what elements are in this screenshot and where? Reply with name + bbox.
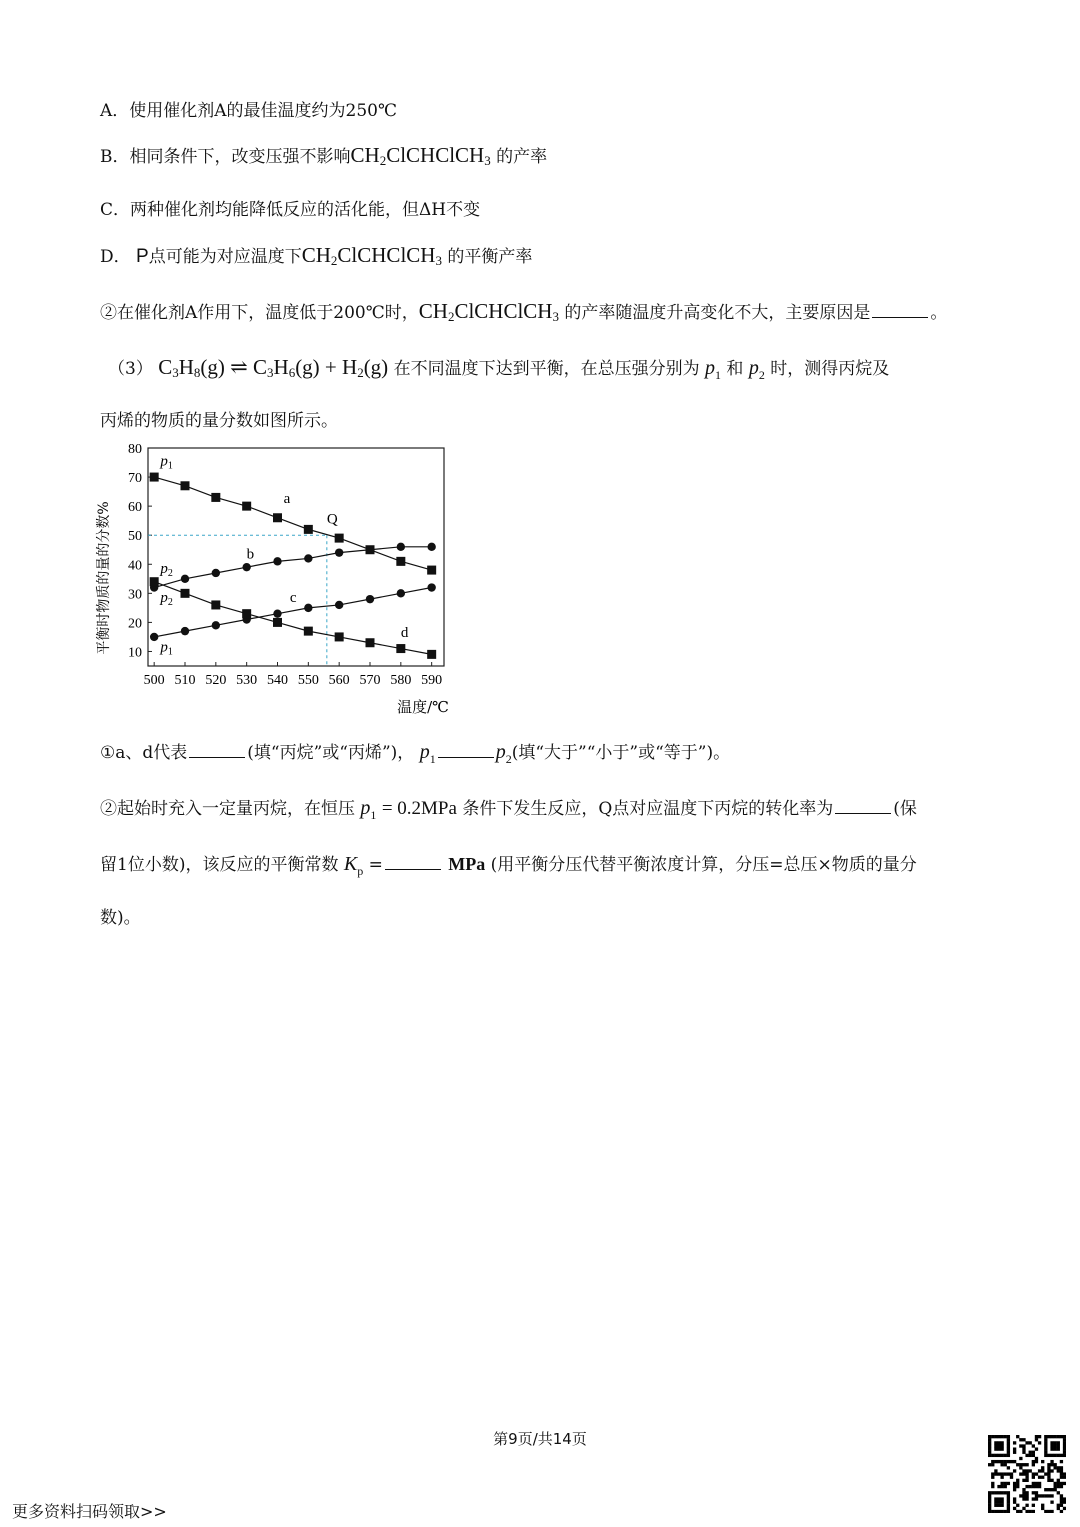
y-tick-label: 60 (128, 500, 142, 516)
chart-annotation: $p_2$ (160, 590, 173, 609)
y-tick-label: 80 (128, 442, 142, 457)
point-a (335, 534, 344, 543)
sub-question-2 (100, 794, 917, 823)
p1-symbol: $p_1$ (705, 357, 721, 382)
q3-mid1: 在不同温度下达到平衡，在总压强分别为 (393, 359, 700, 379)
point-a (396, 557, 405, 566)
sub2-pre: ②起始时充入一定量丙烷，在恒压 (100, 799, 355, 819)
point-d (396, 644, 405, 653)
question-3-line2 (100, 406, 338, 431)
y-tick-label: 70 (128, 471, 142, 487)
point-c (397, 589, 405, 597)
point-c (212, 621, 220, 629)
option-a (100, 96, 397, 121)
option-c-text: C．两种催化剂均能降低反应的活化能，但ΔH不变 (100, 200, 481, 220)
qr-code-icon[interactable] (988, 1435, 1066, 1513)
point-d (366, 638, 375, 647)
page-number: 第9页/共14页 (493, 1430, 587, 1448)
point-d (304, 627, 313, 636)
point-d (427, 650, 436, 659)
chart-annotation: $p_1$ (160, 453, 173, 472)
y-tick-label: 10 (128, 645, 142, 661)
point-d (242, 609, 251, 618)
blank-kp[interactable] (385, 855, 441, 870)
point-a (242, 502, 251, 511)
reaction-equation: $C_3H_8(g)$ ⇌ $C_3H_6(g) + H_2(g)$ (158, 355, 389, 380)
option-c (100, 195, 480, 220)
point-b (304, 554, 312, 562)
point-c (427, 583, 435, 591)
more-resources-link[interactable]: 更多资料扫码领取>> (12, 1502, 167, 1521)
sub-question-2-line2 (100, 850, 917, 879)
q3-num: （3） (108, 359, 153, 379)
option-b-post: 的产率 (496, 147, 548, 167)
option-b-pre: B．相同条件下，改变压强不影响 (100, 147, 351, 167)
point-c (181, 627, 189, 635)
mole-fraction-chart (90, 438, 470, 718)
option-d-post: 的平衡产率 (447, 247, 533, 267)
formula-q2: $CH_2ClCHClCH_3$ (418, 299, 559, 324)
point-d (273, 618, 282, 627)
y-tick-label: 30 (128, 587, 142, 603)
point-c (273, 609, 281, 617)
point-b (273, 557, 281, 565)
option-b (100, 142, 547, 169)
x-tick-label: 580 (390, 673, 412, 688)
point-b (427, 543, 435, 551)
p2-symbol: $p_2$ (748, 357, 765, 382)
option-a-text: A．使用催化剂A的最佳温度约为250℃ (100, 101, 398, 121)
x-tick-label: 520 (205, 673, 227, 688)
option-d-mid: 点可能为对应温度下 (148, 247, 302, 267)
point-a (150, 473, 159, 482)
x-tick-label: 560 (328, 673, 350, 688)
option-d (100, 242, 532, 269)
p1-symbol-2: $p_1$ (419, 741, 436, 766)
x-tick-label: 530 (236, 673, 258, 688)
kp-eq: = (368, 855, 383, 875)
sub1-mid: (填“丙烷”或“丙烯”)， (247, 743, 415, 763)
sub2-line2pre: 留1位小数)，该反应的平衡常数 (100, 855, 339, 875)
option-d-p: P (136, 246, 149, 267)
x-tick-label: 510 (174, 673, 196, 688)
point-b (397, 543, 405, 551)
option-d-pre: D． (100, 247, 131, 267)
point-c (366, 595, 374, 603)
point-a (181, 481, 190, 490)
x-tick-label: 500 (143, 673, 165, 688)
sub2-line2post: (用平衡分压代替平衡浓度计算，分压=总压×物质的量分 (490, 855, 917, 875)
point-d (181, 589, 190, 598)
point-d (211, 600, 220, 609)
sub-question-1 (100, 738, 730, 767)
y-tick-label: 40 (128, 558, 142, 574)
x-tick-label: 550 (297, 673, 319, 688)
sub2-line3: 数)。 (100, 908, 141, 928)
blank-conversion[interactable] (835, 799, 891, 814)
point-a (211, 493, 220, 502)
q3-mid2: 时，测得丙烷及 (770, 359, 890, 379)
question-3 (108, 354, 889, 383)
answer-blank[interactable] (872, 303, 928, 318)
chart-annotation: Q (326, 511, 338, 528)
chart-annotation: a (283, 491, 291, 508)
chart-annotation: b (246, 546, 255, 563)
point-a (304, 525, 313, 534)
p2-symbol-2: $p_2$ (495, 741, 512, 766)
point-b (366, 546, 374, 554)
chart-xlabel: 温度/℃ (397, 698, 449, 716)
q3-line2: 丙烯的物质的量分数如图所示。 (100, 411, 338, 431)
q2-end: 。 (930, 303, 948, 323)
chart-annotation: d (400, 624, 409, 641)
sub2-mid: 条件下发生反应，Q点对应温度下丙烷的转化率为 (462, 799, 834, 819)
point-b (212, 569, 220, 577)
x-tick-label: 590 (421, 673, 443, 688)
blank-p[interactable] (438, 743, 494, 758)
y-tick-label: 20 (128, 616, 142, 632)
chart-annotation: c (289, 590, 297, 607)
sub2-end: (保 (893, 799, 917, 819)
x-tick-label: 540 (267, 673, 288, 688)
kp-symbol: $K_p$ (343, 853, 364, 878)
question-2 (100, 298, 947, 325)
kp-unit: MPa (448, 854, 486, 874)
point-b (335, 548, 343, 556)
y-tick-label: 50 (128, 529, 142, 545)
point-a (273, 513, 282, 522)
blank-ad[interactable] (189, 743, 245, 758)
point-d (150, 577, 159, 586)
point-a (427, 566, 436, 575)
q2-post: 的产率随温度升高变化不大，主要原因是 (564, 303, 871, 323)
q3-and: 和 (726, 359, 744, 379)
series-line-b (154, 547, 432, 588)
chart-annotation: $p_2$ (160, 560, 173, 579)
sub1-post: (填“大于”“小于”或“等于”)。 (511, 743, 731, 763)
p1-symbol-3: $p_1$ (360, 797, 377, 822)
q2-pre: ②在催化剂A作用下，温度低于200℃时， (100, 303, 419, 323)
point-c (150, 633, 158, 641)
chart-annotation: $p_1$ (160, 639, 173, 658)
point-b (242, 563, 250, 571)
point-c (335, 601, 343, 609)
sub1-pre: ①a、d代表 (100, 743, 188, 763)
point-c (304, 604, 312, 612)
point-b (181, 575, 189, 583)
point-d (335, 632, 344, 641)
formula-d: $CH_2ClCHClCH_3$ (301, 243, 442, 268)
formula-b: $CH_2ClCHClCH_3$ (350, 143, 491, 168)
sub-question-2-line3 (100, 903, 141, 928)
chart-ylabel: 平衡时物质的量的分数% (96, 501, 112, 655)
x-tick-label: 570 (359, 673, 381, 688)
pressure-value: = 0.2MPa (381, 798, 457, 819)
series-line-a (154, 477, 432, 570)
